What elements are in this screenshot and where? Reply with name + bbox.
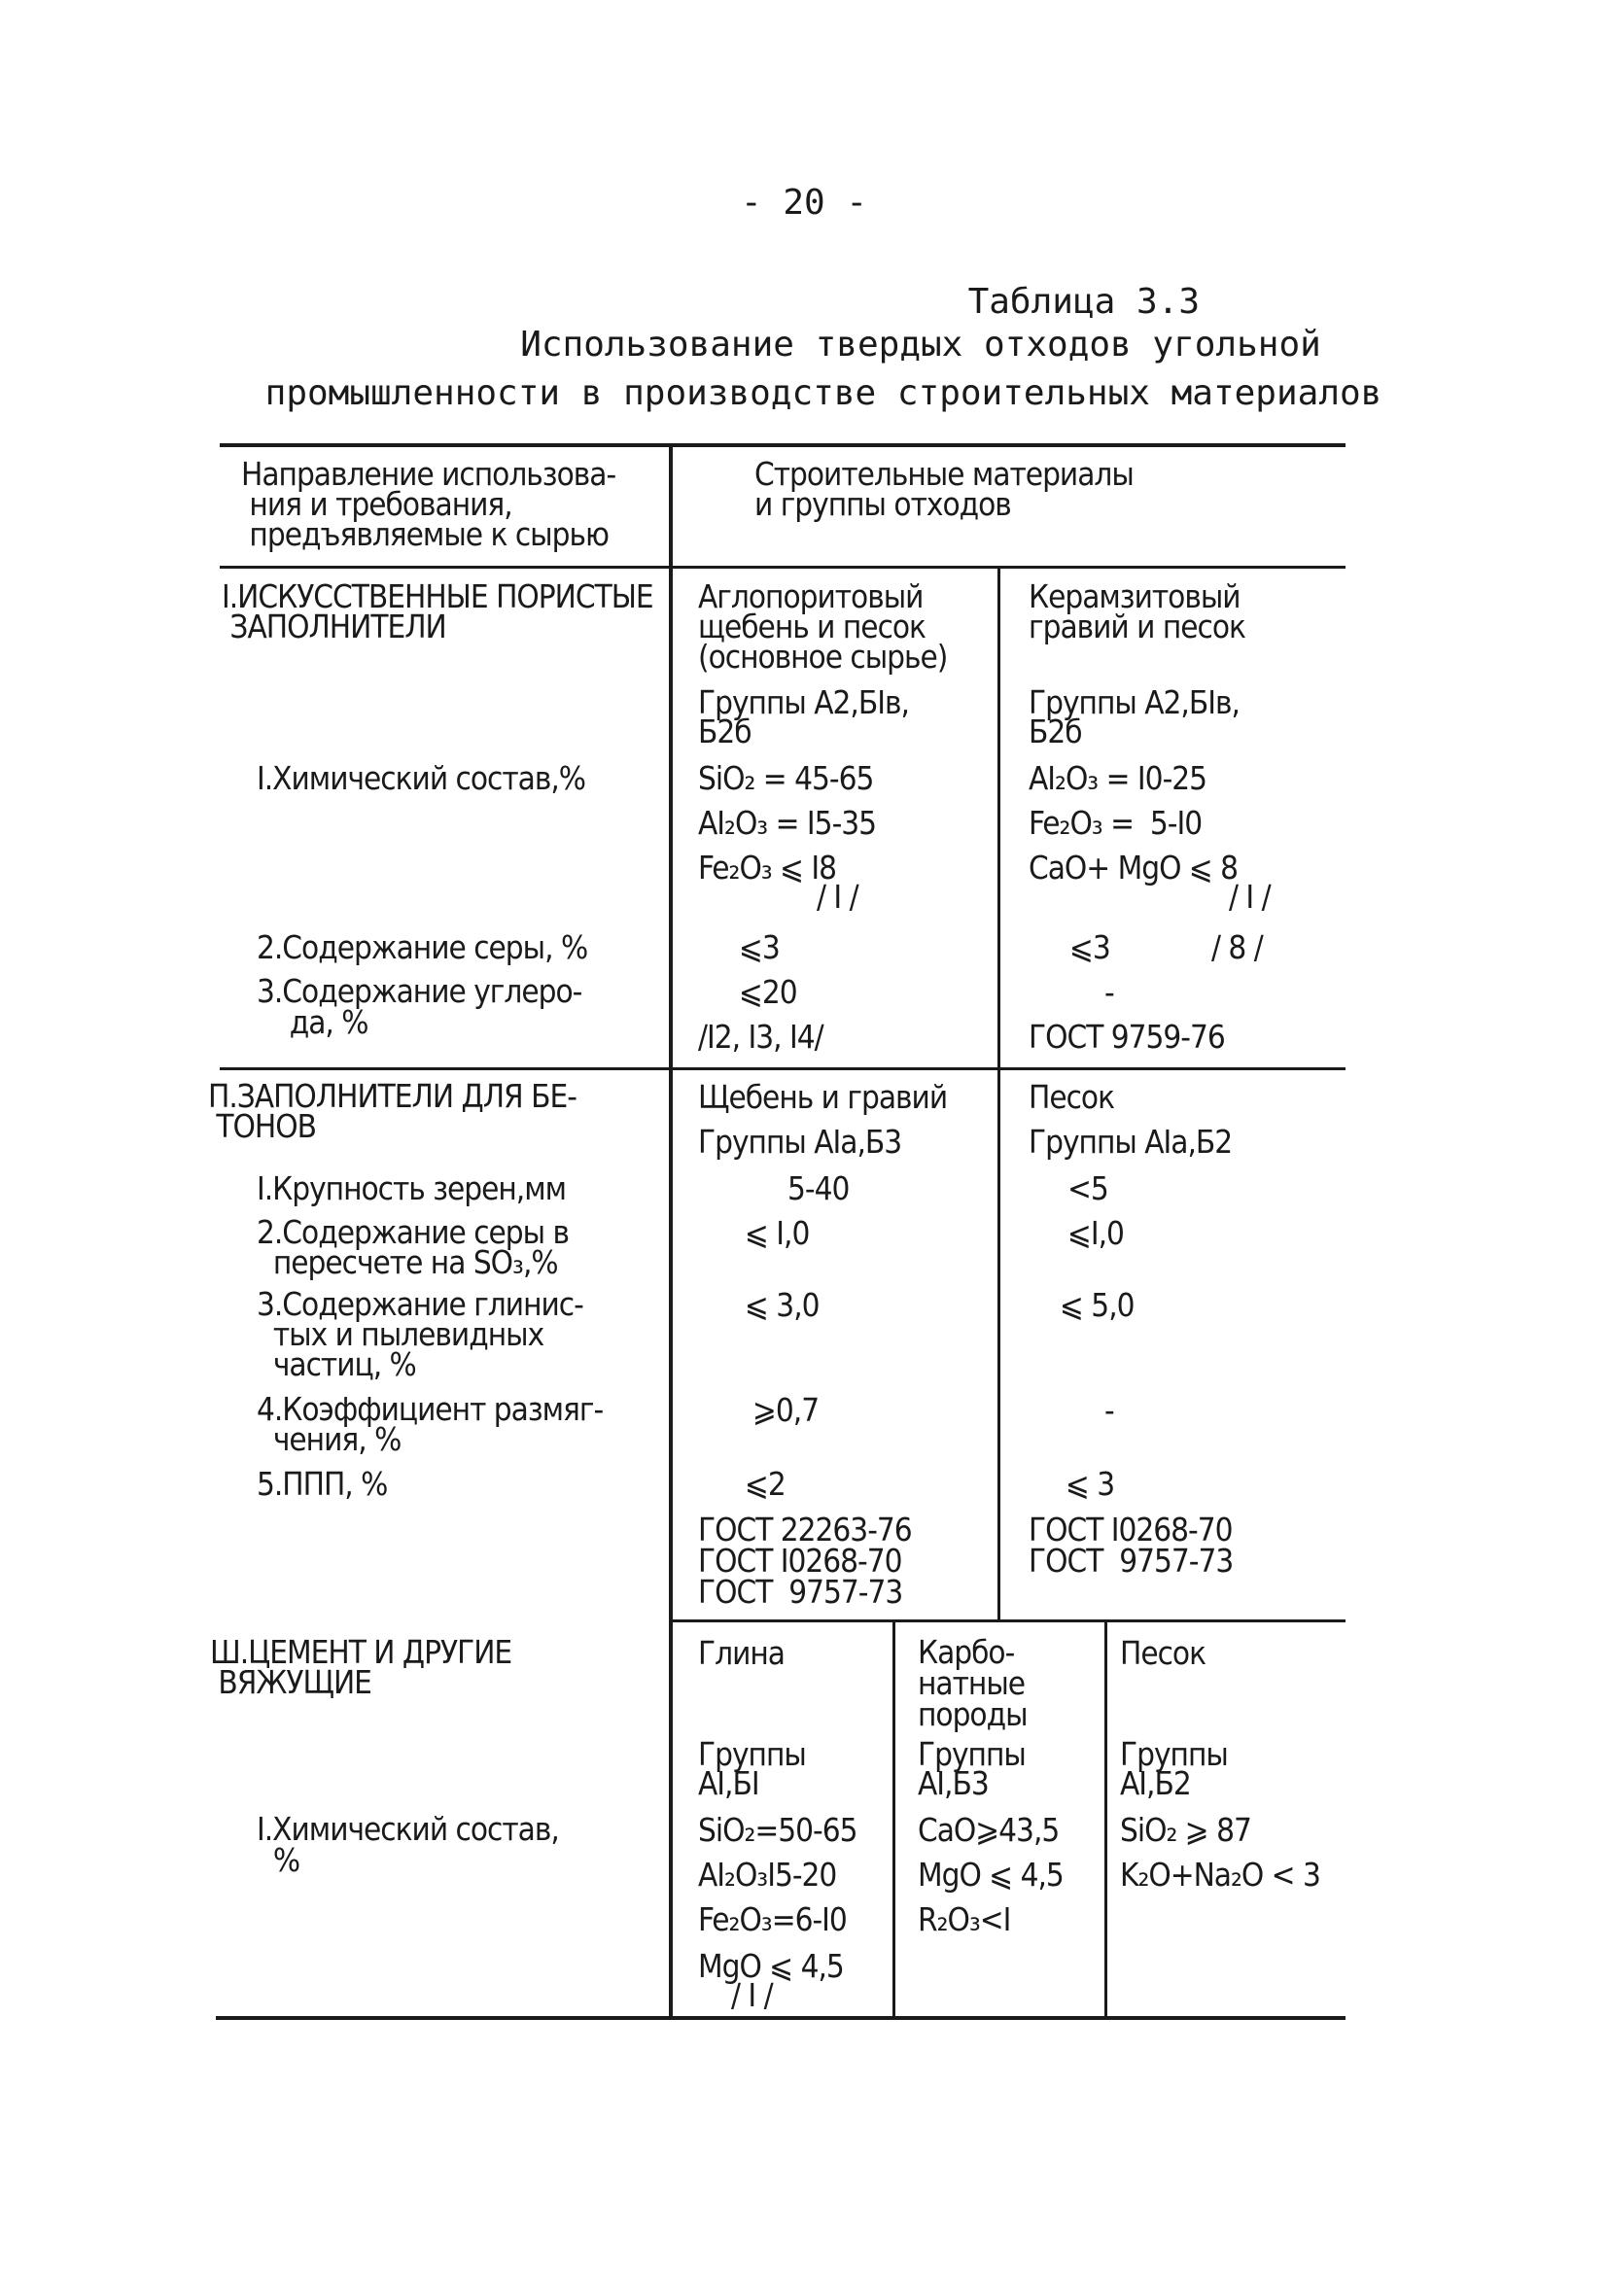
s2-size-a: 5-40 <box>787 1169 850 1207</box>
s1-sulfur-b: ⩽3 <box>1069 928 1110 966</box>
s3-material-b: Карбо- натные породы <box>918 1633 1028 1733</box>
s3-groups-a: Группы AI,БI <box>698 1735 806 1802</box>
s1-chem-b-ref: / I / <box>1229 878 1271 916</box>
s1-carbon-b: - <box>1104 973 1114 1011</box>
s3-chem-a-1: SiO₂=50-65 <box>698 1811 857 1849</box>
table-title-line-2: промышленности в производстве строительных материалов <box>264 373 1382 413</box>
s3-material-a: Глина <box>698 1634 785 1672</box>
header-col2: Строительные материалы и группы отходов <box>754 455 1134 523</box>
header-col1: Направление использова- ния и требования, предъявляемые к сырью <box>241 455 616 553</box>
s3-chem-b-2: MgO ⩽ 4,5 <box>918 1856 1064 1894</box>
s2-sulfur-b: ⩽I,0 <box>1067 1214 1124 1252</box>
s1-groups-b: Группы А2,БIв, Б2б <box>1029 683 1240 750</box>
header-bottom-rule <box>220 566 1346 569</box>
s2-clay-b: ⩽ 5,0 <box>1060 1286 1135 1324</box>
s1-chem-b-2: Fe₂O₃ = 5-I0 <box>1029 804 1203 842</box>
column-1-divider <box>669 443 673 2018</box>
table-bottom-rule <box>216 2016 1346 2020</box>
s2-sulfur-a: ⩽ I,0 <box>745 1214 810 1252</box>
s3-groups-c: Группы AI,Б2 <box>1120 1735 1228 1802</box>
s2-gost-a: ГОСТ 22263-76 ГОСТ I0268-70 ГОСТ 9757-73 <box>698 1511 912 1611</box>
section-1-title: I.ИСКУССТВЕННЫЕ ПОРИСТЫЕ ЗАПОЛНИТЕЛИ <box>222 577 653 645</box>
s1-material-a: Аглопоритовый щебень и песок (основное сырье) <box>698 577 948 676</box>
s2-gost-b: ГОСТ I0268-70 ГОСТ 9757-73 <box>1029 1511 1234 1580</box>
s1-req-sulfur: 2.Содержание серы, % <box>257 928 588 966</box>
s2-req-sulfur: 2.Содержание серы в пересчете на SO₃,% <box>257 1213 570 1281</box>
s1-chem-b-3: CaO+ MgO ⩽ 8 <box>1029 849 1239 887</box>
table-title-line-1: Использование твердых отходов угольной <box>520 325 1321 365</box>
s1-refs-b: ГОСТ 9759-76 <box>1029 1018 1225 1056</box>
s1-material-b: Керамзитовый гравий и песок <box>1029 577 1245 645</box>
s1-req-chemistry: I.Химический состав,% <box>257 759 585 797</box>
s2-req-clay: 3.Содержание глинис- тых и пылевидных частиц, % <box>257 1285 583 1383</box>
table-label: Таблица 3.3 <box>967 282 1200 322</box>
column-3a-divider <box>892 1619 895 2018</box>
s3-chem-c-2: K₂O+Na₂O < 3 <box>1120 1856 1320 1894</box>
section-2-bottom-rule <box>671 1619 1346 1622</box>
s1-req-carbon: 3.Содержание углеро- да, % <box>257 972 582 1041</box>
s2-req-loi: 5.ППП, % <box>257 1465 388 1503</box>
s2-clay-a: ⩽ 3,0 <box>745 1286 820 1324</box>
column-3b-divider <box>1104 1619 1107 2018</box>
s1-chem-a-ref: / I / <box>817 878 858 916</box>
section-2-title: П.ЗАПОЛНИТЕЛИ ДЛЯ БЕ- ТОНОВ <box>208 1077 577 1145</box>
s2-material-b: Песок <box>1029 1078 1115 1116</box>
s3-chem-a-ref: / I / <box>731 1976 773 2014</box>
column-2-divider-upper <box>997 566 1000 1619</box>
s3-chem-a-4: MgO ⩽ 4,5 <box>698 1947 844 1985</box>
s2-loi-b: ⩽ 3 <box>1066 1465 1115 1503</box>
s2-req-size: I.Крупность зерен,мм <box>257 1169 567 1207</box>
s3-req-chemistry: I.Химический состав, % <box>257 1810 559 1879</box>
s1-chem-b-1: AI₂O₃ = I0-25 <box>1029 759 1207 797</box>
s1-carbon-a: ⩽20 <box>739 973 797 1011</box>
s2-groups-a: Группы AIa,Б3 <box>698 1123 902 1161</box>
s2-groups-b: Группы AIa,Б2 <box>1029 1123 1233 1161</box>
s2-softening-a: ⩾0,7 <box>752 1391 820 1429</box>
s2-req-softening: 4.Коэффициент размяг- чения, % <box>257 1390 604 1458</box>
s3-chem-c-1: SiO₂ ⩾ 87 <box>1120 1811 1251 1849</box>
section-3-title: Ш.ЦЕМЕНТ И ДРУГИЕ ВЯЖУЩИЕ <box>210 1633 512 1701</box>
section-1-bottom-rule <box>220 1067 1346 1070</box>
page-number: - 20 - <box>740 183 868 223</box>
s1-groups-a: Группы А2,БIв, Б2б <box>698 683 909 750</box>
s2-size-b: <5 <box>1067 1169 1108 1207</box>
s3-chem-a-3: Fe₂O₃=6-I0 <box>698 1900 847 1938</box>
s2-loi-a: ⩽2 <box>745 1465 786 1503</box>
s2-material-a: Щебень и гравий <box>698 1078 948 1116</box>
s3-material-c: Песок <box>1120 1634 1206 1672</box>
s3-chem-a-2: AI₂O₃I5-20 <box>698 1856 837 1894</box>
table-top-rule <box>220 443 1346 447</box>
s3-groups-b: Группы AI,Б3 <box>918 1735 1026 1802</box>
s1-sulfur-a: ⩽3 <box>739 928 780 966</box>
s3-chem-b-1: CaO⩾43,5 <box>918 1811 1060 1849</box>
s1-sulfur-b-ref: / 8 / <box>1211 928 1263 966</box>
s1-chem-a-2: AI₂O₃ = I5-35 <box>698 804 877 842</box>
s2-softening-b: - <box>1104 1391 1114 1429</box>
s1-chem-a-3: Fe₂O₃ ⩽ I8 <box>698 849 837 887</box>
s1-chem-a-1: SiO₂ = 45-65 <box>698 759 874 797</box>
s3-chem-b-3: R₂O₃<I <box>918 1900 1011 1938</box>
s1-refs-a: /I2, I3, I4/ <box>698 1018 823 1056</box>
